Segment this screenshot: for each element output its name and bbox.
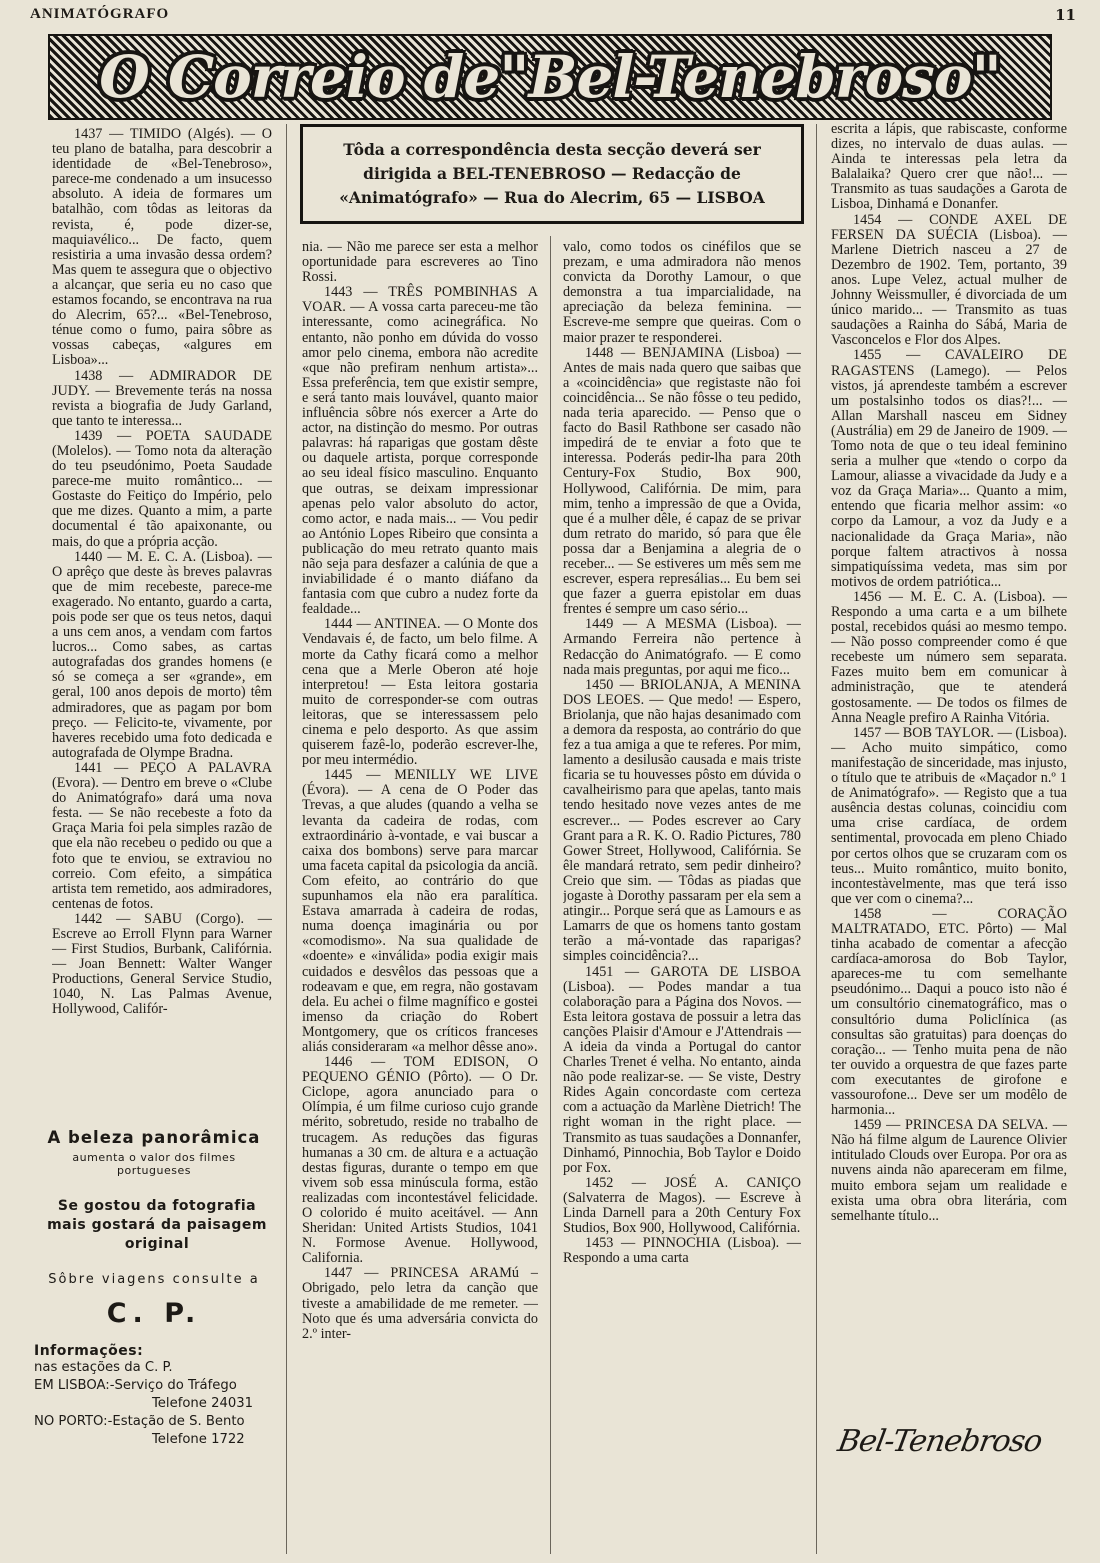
column-rule <box>550 236 551 1554</box>
ad-info-line: Telefone 24031 <box>152 1396 254 1411</box>
letter-entry: 1451 — GAROTA DE LISBOA (Lisboa). — Podes mandar a tua colaboração para a Página dos Novos. — Esta leitora gostava de possuir a letra das canções Plaisir d'Amour e J'Attendrais — A ideia da vinda a Portugal do cantor Charles Trenet é velha. No entanto, ainda não pode realizar-se. — Se viste, Destry Rides Again concordaste com certeza com a actuação da Marlène Dietrich! The right woman in the right place. — Transmito as tuas saudações a Donnanfer, Dinhamó, Pinnochia, Bob Taylor e Doido por Fox. <box>563 963 801 1176</box>
letter-entry: 1456 — M. E. C. A. (Lisboa). — Respondo a uma carta e a um bilhete postal, recebidos quási ao mesmo tempo. — Não posso compreender como é que recebeste um número sem separata. Fazes muito bem em comunicar à administração, que te atenderá gostosamente. — De todos os filmes de Anna Neagle prefiro A Rainha Vitória. <box>831 588 1067 726</box>
letter-entry: 1453 — PINNOCHIA (Lisboa). — Respondo a uma carta <box>563 1235 801 1267</box>
letter-entry: 1455 — CAVALEIRO DE RAGASTENS (Lamego). — Pelos vistos, já aprendeste também a escrever um postalsinho todos os dias?!... — Allan Marshall nasceu em Sidney (Austrália) em 29 de Janeiro de 1909. — Tomo nota de que o teu ideal feminino seria a mulher que «tendo o corpo da Lamour, aliasse a vivacidade da Judy e a voz da Graça Maria»... Quanto a mim, entendo que ficaria melhor assim: «o corpo da Lamour, a voz da Judy e a nacionalidade da Graça Maria», não porque faltem atractivos à nossa simpatiquíssima vedeta, mas sim por motivos de ordem patriótica... <box>831 347 1067 590</box>
letter-entry: 1447 — PRINCESA ARAMú – Obrigado, pelo letra da canção que tiveste a amabilidade de me remeter. — Noto que és uma adversária convicta do 2.º inter- <box>302 1265 538 1342</box>
letter-entry: 1449 — A MESMA (Lisboa). — Armando Ferreira não pertence à Redacção do Animatógrafo. — E como nada mais preguntas, por aqui me fico... <box>563 616 801 678</box>
column-2 <box>302 240 538 1550</box>
letter-entry: 1446 — TOM EDISON, O PEQUENO GÉNIO (Pôrto). — O Dr. Ciclope, agora anunciado para o Olímpia, é um filme curioso cujo grande mérito, sobretudo, reside no trabalho de trucagem. As reduções das figuras humanas a 30 cm. de altura e a actuação destas figuras, durante o tempo em que vivem sob essa minúscula forma, estão realizadas com incontestável felicidade. O colorido é muito aceitável. — Ann Sheridan: United Artists Studios, 1041 N. Formose Avenue. Hollywood, California. <box>302 1054 538 1267</box>
letter-entry: 1458 — CORAÇÃO MALTRATADO, ETC. Pôrto) — Mal tinha acabado de comentar a afecção cardíaca-amorosa do Bob Taylor, apareces-me tu com semelhante pseudónimo... Daqui a pouco isto não é um consultório cinematográfico, mas o consultório duma Policlínica (as consultas são gratuitas) para doenças do coração... — Tenho muita pena de não ter ouvido a orquestra de que fazes parte com executantes de girofone e vassourofone... Deve ser um modêlo de harmonia... <box>831 905 1067 1119</box>
section-title: O Correio de"Bel-Tenebroso" <box>99 43 1001 111</box>
ad-info-line: NO PORTO:-Estação de S. Bento <box>34 1414 245 1429</box>
column-rule <box>816 124 817 1554</box>
letter-entry: 1450 — BRIOLANJA, A MENINA DOS LEOES. — Que medo! — Espero, Briolanja, que não hajas desanimado com a demora da resposta, ao contrário do que fez a tua amiga a que te referes. Por mim, lamento a desilusão causada e mais triste ficaria se tu houvesses pôsto em dúvida o cavalheirismo para que apelas, tanto mais tendo hesitado nove vezes antes de me escrever... — Podes escrever ao Cary Grant para a R. K. O. Radio Pictures, 780 Gower Street, Hollywood, Califórnia. Se êle mandará retrato, sem pedir dinheiro? Creio que sim. — Tôdas as piadas que jogaste à Dorothy passaram per ela sem a atingir... Porque será que as Lamours e as Lamarrs de que os homens tanto gostam terão a má-vontade das raparigas? simples coincidência?... <box>563 676 801 965</box>
page-number: 11 <box>1055 6 1076 24</box>
letter-entry: 1445 — MENILLY WE LIVE (Évora). — A cena de O Poder das Trevas, a que aludes (quando a velha se levanta da cadeira de rodas, com extraordinário à-vontade, e vai buscar a caixa dos bombons) serve para marcar uma faceta capital da psicologia da anciã. Com efeito, ao contrário do que supunhamos ela não era paralítica. Estava amarrada à cadeira de rodas, numa doença imaginária ou por «comodismo». Na sua qualidade de «doente» e «inválida» podia exigir mais cuidados e desvêlos das pessoas que a rodeavam e que, em regra, não gostavam dela. Eu achei o filme magnífico e gostei imenso da criação do Robert Montgomery, que os críticos franceses aliás consideraram «a melhor dêsse ano». <box>302 767 538 1055</box>
ad-lead: Se gostou da fotografia mais gostará da paisagem original <box>47 1198 267 1252</box>
letter-entry: 1443 — TRÊS POMBINHAS A VOAR. — A vossa carta pareceu-me tão interessante, como acinegráfica. No entanto, não ponho em dúvida do vosso amor pelo cinema, embora não acredite «que não prefiram nenhum artista»... Essa preferência, tem que existir sempre, e será tanto mais louvável, quanto maior influência sôbre nós exercer a Arte do actor, na distinção do mesmo. Por outras palavras: há raparigas que gostam dêste ou daquele artista, porque corresponde ao seu ideal físico masculino. Enquanto que outras, se deixam impressionar apenas pelo valor absoluto do actor, como actor, e nada mais... — Vou pedir ao António Lopes Ribeiro que consinta a publicação do meu retrato quanto mais não seja para desfazer a calúnia de que a inviabilidade é o manto diáfano da fantasia com que cubro a nudez forte da fealdade... <box>302 284 538 618</box>
letter-entry: 1442 — SABU (Corgo). — Escreve ao Erroll Flynn para Warner — First Studios, Burbank, Califórnia. — Joan Bennett: Walter Wanger Productions, General Service Studio, 1040, N. Las Palmas Avenue, Hollywood, Califór- <box>52 910 272 1018</box>
ad-headline: A beleza panorâmica <box>47 1128 261 1147</box>
column-3 <box>563 240 801 1550</box>
cp-advertisement <box>34 1128 274 1458</box>
letter-entry: 1440 — M. E. C. A. (Lisboa). — O aprêço que deste às breves palavras que de mim recebeste, parece-me exagerado. No entanto, guardo a carta, pois pode ser que os teus netos, daqui a uns cem anos, a vendam com fartos lucros... Como sabes, as cartas autografadas dos grandes homens (e só se começa a ser «grande», em geral, 100 anos depois de morto) têm admiradores, que as pagam por bom preço. — Felicito-te, vivamente, por haveres recebido uma foto dedicada e autografada de Olympe Bradna. <box>52 548 272 761</box>
letter-entry: 1439 — POETA SAUDADE (Molelos). — Tomo nota da alteração do teu pseudónimo, Poeta Saudade parece-me muito romântico... — Gostaste do Feitiço do Império, pelo que me dizes. Quanto a mim, a parte documental é tão apaixonante, ou mais, do que a própria acção. <box>52 427 272 550</box>
letter-entry: 1457 — BOB TAYLOR. — (Lisboa). — Acho muito simpático, como manifestação de sinceridade, mas injusto, o título que te atribuis de «Maçador n.º 1 de Animatógrafo». — Registo que a tua ausência destas colunas, coincidiu com uma crise cardíaca, de ordem sentimental, provocada em pleno Chiado por certos olhos que se cruzaram com os teus... Muito romântico, muito bonito, incontestàvelmente, mas que terá isso que ver com o cinema?... <box>831 724 1067 907</box>
column-4 <box>831 122 1067 1418</box>
letter-entry: 1438 — ADMIRADOR DE JUDY. — Brevemente terás na nossa revista a biografia de Judy Garland, que tanto te interessa... <box>52 367 272 429</box>
ad-info-line: nas estações da C. P. <box>34 1360 173 1375</box>
column-1 <box>52 127 272 1087</box>
letter-entry: escrita a lápis, que rabiscaste, conforme dizes, no intervalo de duas aulas. — Ainda te interessas pela letra da Balalaika? Quero crer que não!... — Transmito as tuas saudações a Garota de Lisboa, Dinhamá e Donanfer. <box>831 122 1067 213</box>
signature: Bel-Tenebroso <box>835 1424 1045 1459</box>
letter-entry: 1448 — BENJAMINA (Lisboa) — Antes de mais nada quero que saibas que a «coincidência» que registaste não foi coincidência... Se não fôsse o teu pedido, nada teria aparecido. — Penso que o facto do Basil Rathbone ser casado não impedirá de te enviar a foto que te interessa. Poderás pedir-lha para 20th Century-Fox Studio, Box 900, Hollywood, Califórnia. De mim, para mim, tenho a impressão de que a Ovida, que é a mulher dêle, é capaz de se privar dum retrato do marido, só para que êle possa dar a Benjamina a alegria de o receber... — Se estiveres um mês sem me escrever, espera represálias... Eu bem sei que fazer a guerra epistolar em duas frentes é sempre um caso sério... <box>563 344 801 618</box>
notice-text: Tôda a correspondência desta secção deverá ser dirigida a BEL-TENEBROSO — Redacção de «Animatógrafo» — Rua do Alecrim, 65 — LISBOA <box>339 140 765 207</box>
ad-brand: C. P. <box>106 1298 202 1329</box>
letter-entry: 1437 — TIMIDO (Algés). — O teu plano de batalha, para descobrir a identidade de «Bel-Tenebroso», parece-me condenado a um insucesso absoluto. A ideia de formares um batalhão, com tôdas as leitoras da revista, é, pode dizer-se, maquiavélico... De facto, quem resistiria a uma invasão dessa ordem? Mas quem te assegura que o objectivo a alcançar, que seria eu no caso que estamos focando, se encontrava na rua do Alecrim, 65?... «Bel-Tenebroso, ténue como o fumo, paira sôbre as vossas cabeças, «algures em Lisboa»... <box>52 127 272 369</box>
section-banner <box>48 34 1052 120</box>
ad-info-line: EM LISBOA:-Serviço do Tráfego <box>34 1378 237 1393</box>
letter-entry: 1454 — CONDE AXEL DE FERSEN DA SUÉCIA (Lisboa). — Marlene Dietrich nasceu a 27 de Dezembro de 1902. Tem, portanto, 39 anos. Lupe Velez, actual mulher de Johnny Weissmuller, é divorciada de um único marido... — Transmito as tuas saudações a Rainha do Sábá, Maria de Vasconcelos e Flor dos Alpes. <box>831 211 1067 349</box>
ad-trip-text: Sôbre viagens consulte a <box>48 1272 260 1287</box>
letter-entry: 1441 — PEÇO A PALAVRA (Evora). — Dentro em breve o «Clube do Animatógrafo» dará uma nova festa. — Se não recebeste a foto da Graça Maria foi pela simples razão de que ela não recebeu o pedido ou que a foto que te enviou, se extraviou no correio. Com efeito, a simpática artista tem remetido, aos admiradores, centenas de fotos. <box>52 759 272 912</box>
letter-entry: 1452 — JOSÉ A. CANIÇO (Salvaterra de Magos). — Escreve à Linda Darnell para a 20th Century Fox Studios, Box 900, Hollywood, Califórnia. <box>563 1174 801 1237</box>
letter-entry: 1444 — ANTINEA. — O Monte dos Vendavais é, de facto, um belo filme. A morte da Cathy ficará como a melhor cena que a Merle Oberon até hoje interpretou! — Esta leitora gostaria muito de corresponder-se com outras leitoras, que se interessassem pelo cinema e pelo desporto. As que assim quiserem fazê-lo, poderão escrever-lhe, por meu intermédio. <box>302 616 538 769</box>
column-rule <box>286 124 287 1554</box>
ad-info-line: Telefone 1722 <box>152 1432 245 1447</box>
ad-subline: aumenta o valor dos filmes portugueses <box>72 1151 236 1177</box>
letter-entry: 1459 — PRINCESA DA SELVA. — Não há filme algum de Laurence Olivier intitulado Clouds over Europa. Por ora as nuvens ainda não apareceram em filme, muito embora sejam um realidade e exista uma obra obra literária, com semelhante título... <box>831 1117 1067 1224</box>
letter-entry: nia. — Não me parece ser esta a melhor oportunidade para escreveres ao Tino Rossi. <box>302 240 538 286</box>
page-header <box>30 6 1076 30</box>
ad-info-title: Informações: <box>34 1343 144 1359</box>
correspondence-notice <box>300 124 804 224</box>
magazine-name: ANIMATÓGRAFO <box>30 6 170 22</box>
letter-entry: valo, como todos os cinéfilos que se prezam, e uma admiradora não menos convicta da Dorothy Lamour, o que demonstra a tua imparcialidade, na apreciação da beleza feminina. — Escreve-me sempre que queiras. Com o maior prazer te responderei. <box>563 240 801 346</box>
